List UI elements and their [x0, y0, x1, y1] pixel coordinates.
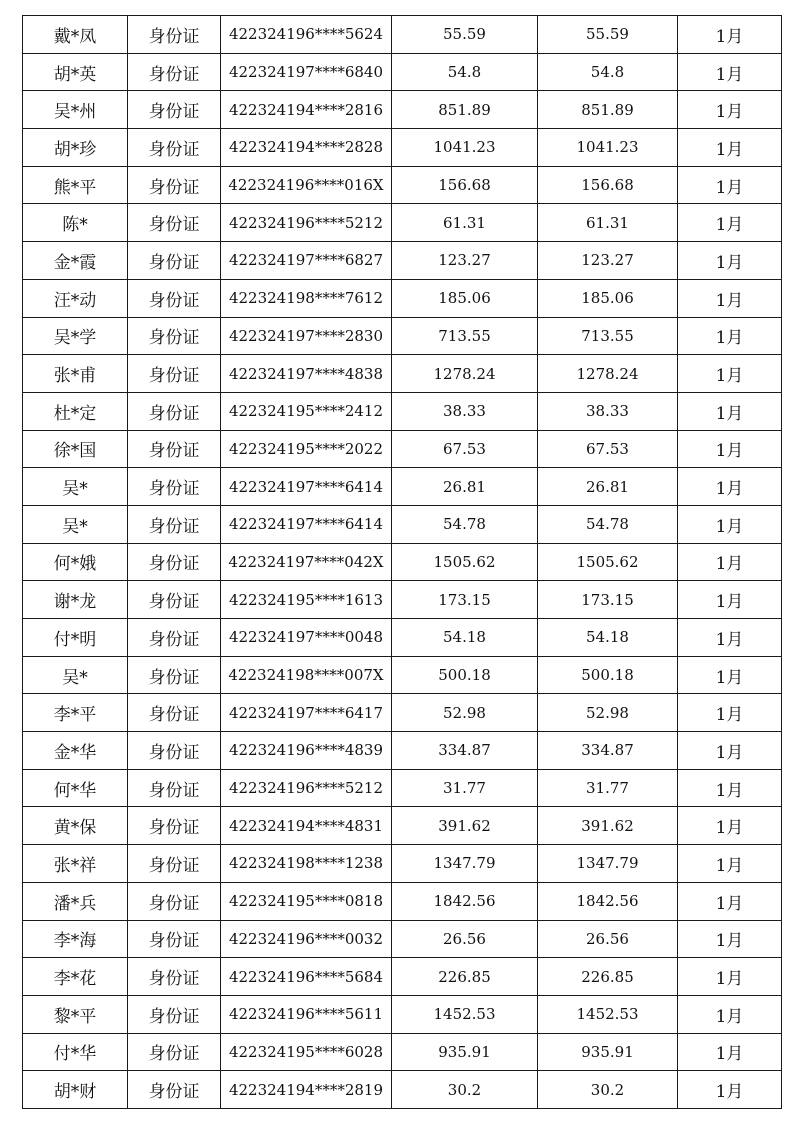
name-cell: 吴*学 — [23, 317, 128, 355]
id-number-cell: 422324197****6414 — [221, 468, 392, 506]
month-cell: 1月 — [678, 732, 782, 770]
amount-cell: 935.91 — [392, 1033, 538, 1071]
amount-paid-cell: 54.18 — [538, 619, 678, 657]
id-type-cell: 身份证 — [128, 656, 221, 694]
name-cell: 李*平 — [23, 694, 128, 732]
amount-cell: 30.2 — [392, 1071, 538, 1109]
id-type-cell: 身份证 — [128, 53, 221, 91]
amount-paid-cell: 500.18 — [538, 656, 678, 694]
name-cell: 张*甫 — [23, 355, 128, 393]
month-cell: 1月 — [678, 468, 782, 506]
name-cell: 胡*珍 — [23, 129, 128, 167]
amount-cell: 54.18 — [392, 619, 538, 657]
name-cell: 张*祥 — [23, 845, 128, 883]
table-row — [23, 430, 782, 468]
id-type-cell: 身份证 — [128, 769, 221, 807]
amount-cell: 391.62 — [392, 807, 538, 845]
amount-paid-cell: 38.33 — [538, 392, 678, 430]
id-number-cell: 422324196****5212 — [221, 204, 392, 242]
name-cell: 何*娥 — [23, 543, 128, 581]
id-type-cell: 身份证 — [128, 1033, 221, 1071]
table-row — [23, 995, 782, 1033]
amount-paid-cell: 55.59 — [538, 16, 678, 54]
table-row — [23, 16, 782, 54]
id-number-cell: 422324197****4838 — [221, 355, 392, 393]
amount-paid-cell: 156.68 — [538, 166, 678, 204]
amount-paid-cell: 334.87 — [538, 732, 678, 770]
name-cell: 付*明 — [23, 619, 128, 657]
id-type-cell: 身份证 — [128, 16, 221, 54]
id-type-cell: 身份证 — [128, 468, 221, 506]
id-type-cell: 身份证 — [128, 619, 221, 657]
table-row — [23, 355, 782, 393]
id-number-cell: 422324195****6028 — [221, 1033, 392, 1071]
amount-cell: 713.55 — [392, 317, 538, 355]
month-cell: 1月 — [678, 91, 782, 129]
month-cell: 1月 — [678, 656, 782, 694]
id-type-cell: 身份证 — [128, 129, 221, 167]
id-type-cell: 身份证 — [128, 166, 221, 204]
month-cell: 1月 — [678, 166, 782, 204]
amount-paid-cell: 1347.79 — [538, 845, 678, 883]
month-cell: 1月 — [678, 204, 782, 242]
id-number-cell: 422324194****4831 — [221, 807, 392, 845]
id-type-cell: 身份证 — [128, 505, 221, 543]
table-row — [23, 317, 782, 355]
table-row — [23, 958, 782, 996]
month-cell: 1月 — [678, 581, 782, 619]
table-row — [23, 656, 782, 694]
amount-cell: 1278.24 — [392, 355, 538, 393]
id-type-cell: 身份证 — [128, 355, 221, 393]
id-type-cell: 身份证 — [128, 543, 221, 581]
name-cell: 李*海 — [23, 920, 128, 958]
amount-paid-cell: 26.81 — [538, 468, 678, 506]
amount-paid-cell: 1842.56 — [538, 882, 678, 920]
month-cell: 1月 — [678, 769, 782, 807]
amount-cell: 123.27 — [392, 242, 538, 280]
month-cell: 1月 — [678, 392, 782, 430]
table-row — [23, 91, 782, 129]
table-row — [23, 732, 782, 770]
name-cell: 吴*州 — [23, 91, 128, 129]
month-cell: 1月 — [678, 694, 782, 732]
table-row — [23, 543, 782, 581]
amount-paid-cell: 1278.24 — [538, 355, 678, 393]
amount-paid-cell: 67.53 — [538, 430, 678, 468]
month-cell: 1月 — [678, 543, 782, 581]
id-number-cell: 422324195****2412 — [221, 392, 392, 430]
table-row — [23, 1033, 782, 1071]
month-cell: 1月 — [678, 53, 782, 91]
amount-cell: 67.53 — [392, 430, 538, 468]
payment-table — [22, 15, 782, 1109]
id-number-cell: 422324194****2819 — [221, 1071, 392, 1109]
amount-cell: 173.15 — [392, 581, 538, 619]
id-number-cell: 422324196****5624 — [221, 16, 392, 54]
id-type-cell: 身份证 — [128, 995, 221, 1033]
id-number-cell: 422324196****5611 — [221, 995, 392, 1033]
id-number-cell: 422324196****5684 — [221, 958, 392, 996]
amount-cell: 226.85 — [392, 958, 538, 996]
id-number-cell: 422324197****2830 — [221, 317, 392, 355]
id-type-cell: 身份证 — [128, 91, 221, 129]
id-number-cell: 422324194****2816 — [221, 91, 392, 129]
amount-cell: 1452.53 — [392, 995, 538, 1033]
id-type-cell: 身份证 — [128, 430, 221, 468]
amount-paid-cell: 30.2 — [538, 1071, 678, 1109]
table-row — [23, 807, 782, 845]
month-cell: 1月 — [678, 16, 782, 54]
table-row — [23, 53, 782, 91]
id-type-cell: 身份证 — [128, 845, 221, 883]
name-cell: 胡*财 — [23, 1071, 128, 1109]
amount-cell: 26.56 — [392, 920, 538, 958]
id-type-cell: 身份证 — [128, 920, 221, 958]
id-number-cell: 422324197****0048 — [221, 619, 392, 657]
name-cell: 胡*英 — [23, 53, 128, 91]
table-row — [23, 166, 782, 204]
amount-cell: 54.8 — [392, 53, 538, 91]
id-number-cell: 422324197****6414 — [221, 505, 392, 543]
id-type-cell: 身份证 — [128, 204, 221, 242]
amount-cell: 55.59 — [392, 16, 538, 54]
month-cell: 1月 — [678, 355, 782, 393]
id-number-cell: 422324195****0818 — [221, 882, 392, 920]
name-cell: 徐*国 — [23, 430, 128, 468]
id-type-cell: 身份证 — [128, 958, 221, 996]
id-type-cell: 身份证 — [128, 694, 221, 732]
id-number-cell: 422324195****2022 — [221, 430, 392, 468]
name-cell: 熊*平 — [23, 166, 128, 204]
name-cell: 谢*龙 — [23, 581, 128, 619]
amount-paid-cell: 226.85 — [538, 958, 678, 996]
id-type-cell: 身份证 — [128, 317, 221, 355]
name-cell: 黄*保 — [23, 807, 128, 845]
id-number-cell: 422324196****016X — [221, 166, 392, 204]
amount-cell: 1505.62 — [392, 543, 538, 581]
month-cell: 1月 — [678, 505, 782, 543]
table-body — [23, 16, 782, 1109]
month-cell: 1月 — [678, 430, 782, 468]
name-cell: 汪*动 — [23, 279, 128, 317]
id-type-cell: 身份证 — [128, 732, 221, 770]
month-cell: 1月 — [678, 242, 782, 280]
amount-cell: 26.81 — [392, 468, 538, 506]
month-cell: 1月 — [678, 1071, 782, 1109]
id-type-cell: 身份证 — [128, 882, 221, 920]
id-type-cell: 身份证 — [128, 807, 221, 845]
table-row — [23, 242, 782, 280]
amount-paid-cell: 54.8 — [538, 53, 678, 91]
name-cell: 黎*平 — [23, 995, 128, 1033]
amount-cell: 31.77 — [392, 769, 538, 807]
table-row — [23, 392, 782, 430]
table-row — [23, 920, 782, 958]
id-number-cell: 422324196****5212 — [221, 769, 392, 807]
id-number-cell: 422324198****007X — [221, 656, 392, 694]
table-row — [23, 1071, 782, 1109]
amount-paid-cell: 52.98 — [538, 694, 678, 732]
amount-paid-cell: 1041.23 — [538, 129, 678, 167]
id-number-cell: 422324194****2828 — [221, 129, 392, 167]
month-cell: 1月 — [678, 995, 782, 1033]
amount-paid-cell: 851.89 — [538, 91, 678, 129]
name-cell: 戴*凤 — [23, 16, 128, 54]
id-type-cell: 身份证 — [128, 242, 221, 280]
id-number-cell: 422324196****0032 — [221, 920, 392, 958]
amount-cell: 851.89 — [392, 91, 538, 129]
id-number-cell: 422324195****1613 — [221, 581, 392, 619]
name-cell: 杜*定 — [23, 392, 128, 430]
id-number-cell: 422324198****1238 — [221, 845, 392, 883]
id-number-cell: 422324198****7612 — [221, 279, 392, 317]
month-cell: 1月 — [678, 882, 782, 920]
table-row — [23, 505, 782, 543]
name-cell: 金*霞 — [23, 242, 128, 280]
amount-cell: 500.18 — [392, 656, 538, 694]
table-row — [23, 882, 782, 920]
month-cell: 1月 — [678, 958, 782, 996]
amount-paid-cell: 1452.53 — [538, 995, 678, 1033]
month-cell: 1月 — [678, 129, 782, 167]
amount-cell: 61.31 — [392, 204, 538, 242]
month-cell: 1月 — [678, 1033, 782, 1071]
name-cell: 潘*兵 — [23, 882, 128, 920]
amount-paid-cell: 935.91 — [538, 1033, 678, 1071]
amount-cell: 1347.79 — [392, 845, 538, 883]
name-cell: 李*花 — [23, 958, 128, 996]
name-cell: 吴* — [23, 656, 128, 694]
month-cell: 1月 — [678, 279, 782, 317]
name-cell: 金*华 — [23, 732, 128, 770]
amount-paid-cell: 26.56 — [538, 920, 678, 958]
table-row — [23, 129, 782, 167]
table-row — [23, 581, 782, 619]
amount-paid-cell: 54.78 — [538, 505, 678, 543]
amount-paid-cell: 1505.62 — [538, 543, 678, 581]
name-cell: 吴* — [23, 505, 128, 543]
table-row — [23, 769, 782, 807]
id-number-cell: 422324197****6840 — [221, 53, 392, 91]
id-number-cell: 422324196****4839 — [221, 732, 392, 770]
month-cell: 1月 — [678, 807, 782, 845]
id-number-cell: 422324197****6417 — [221, 694, 392, 732]
table-row — [23, 468, 782, 506]
amount-paid-cell: 391.62 — [538, 807, 678, 845]
name-cell: 何*华 — [23, 769, 128, 807]
id-type-cell: 身份证 — [128, 279, 221, 317]
id-number-cell: 422324197****6827 — [221, 242, 392, 280]
month-cell: 1月 — [678, 920, 782, 958]
amount-cell: 38.33 — [392, 392, 538, 430]
id-type-cell: 身份证 — [128, 1071, 221, 1109]
amount-cell: 1842.56 — [392, 882, 538, 920]
id-number-cell: 422324197****042X — [221, 543, 392, 581]
name-cell: 付*华 — [23, 1033, 128, 1071]
amount-paid-cell: 123.27 — [538, 242, 678, 280]
name-cell: 吴* — [23, 468, 128, 506]
amount-cell: 54.78 — [392, 505, 538, 543]
table-row — [23, 845, 782, 883]
amount-cell: 334.87 — [392, 732, 538, 770]
amount-cell: 52.98 — [392, 694, 538, 732]
amount-paid-cell: 713.55 — [538, 317, 678, 355]
month-cell: 1月 — [678, 845, 782, 883]
amount-paid-cell: 31.77 — [538, 769, 678, 807]
table-row — [23, 619, 782, 657]
amount-cell: 185.06 — [392, 279, 538, 317]
month-cell: 1月 — [678, 317, 782, 355]
table-row — [23, 694, 782, 732]
id-type-cell: 身份证 — [128, 392, 221, 430]
month-cell: 1月 — [678, 619, 782, 657]
name-cell: 陈* — [23, 204, 128, 242]
amount-paid-cell: 173.15 — [538, 581, 678, 619]
amount-cell: 156.68 — [392, 166, 538, 204]
table-row — [23, 279, 782, 317]
id-type-cell: 身份证 — [128, 581, 221, 619]
amount-paid-cell: 61.31 — [538, 204, 678, 242]
amount-cell: 1041.23 — [392, 129, 538, 167]
amount-paid-cell: 185.06 — [538, 279, 678, 317]
table-row — [23, 204, 782, 242]
